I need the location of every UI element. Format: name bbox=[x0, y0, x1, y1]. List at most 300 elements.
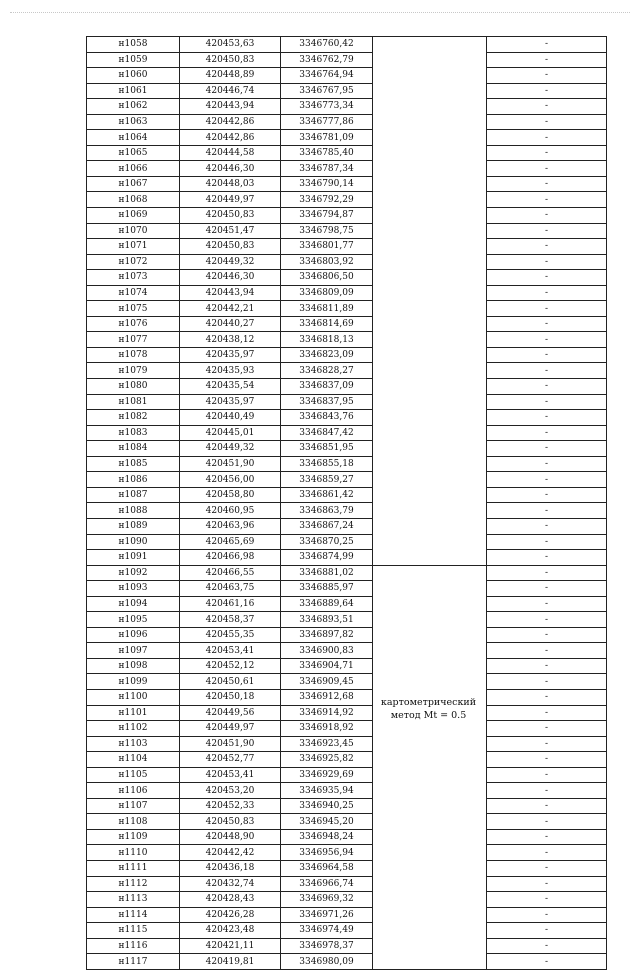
method-cell bbox=[373, 379, 487, 395]
x-coordinate-cell: 420452,77 bbox=[180, 752, 281, 768]
method-cell bbox=[373, 208, 487, 224]
method-cell bbox=[373, 596, 487, 612]
y-coordinate-cell: 3346885,97 bbox=[281, 581, 373, 597]
value-cell: - bbox=[487, 783, 607, 799]
method-cell bbox=[373, 876, 487, 892]
point-id-cell: н1092 bbox=[87, 565, 180, 581]
method-cell bbox=[373, 145, 487, 161]
point-id-cell: н1066 bbox=[87, 161, 180, 177]
value-cell: - bbox=[487, 581, 607, 597]
value-cell: - bbox=[487, 923, 607, 939]
value-cell: - bbox=[487, 239, 607, 255]
point-id-cell: н1111 bbox=[87, 860, 180, 876]
value-cell: - bbox=[487, 394, 607, 410]
x-coordinate-cell: 420453,20 bbox=[180, 783, 281, 799]
point-id-cell: н1100 bbox=[87, 689, 180, 705]
value-cell: - bbox=[487, 68, 607, 84]
value-cell: - bbox=[487, 798, 607, 814]
value-cell: - bbox=[487, 892, 607, 908]
x-coordinate-cell: 420450,18 bbox=[180, 689, 281, 705]
method-cell bbox=[373, 161, 487, 177]
table-row bbox=[87, 767, 607, 783]
table-row bbox=[87, 581, 607, 597]
x-coordinate-cell: 420436,18 bbox=[180, 860, 281, 876]
y-coordinate-cell: 3346904,71 bbox=[281, 658, 373, 674]
table-row bbox=[87, 798, 607, 814]
y-coordinate-cell: 3346870,25 bbox=[281, 534, 373, 550]
method-cell bbox=[373, 456, 487, 472]
point-id-cell: н1070 bbox=[87, 223, 180, 239]
x-coordinate-cell: 420428,43 bbox=[180, 892, 281, 908]
method-cell bbox=[373, 37, 487, 53]
y-coordinate-cell: 3346847,42 bbox=[281, 425, 373, 441]
value-cell: - bbox=[487, 472, 607, 488]
value-cell: - bbox=[487, 301, 607, 317]
y-coordinate-cell: 3346978,37 bbox=[281, 938, 373, 954]
y-coordinate-cell: 3346801,77 bbox=[281, 239, 373, 255]
method-cell bbox=[373, 643, 487, 659]
point-id-cell: н1089 bbox=[87, 518, 180, 534]
value-cell: - bbox=[487, 347, 607, 363]
value-cell: - bbox=[487, 534, 607, 550]
table-row bbox=[87, 161, 607, 177]
y-coordinate-cell: 3346897,82 bbox=[281, 627, 373, 643]
value-cell: - bbox=[487, 176, 607, 192]
method-cell bbox=[373, 581, 487, 597]
table-row bbox=[87, 876, 607, 892]
method-cell bbox=[373, 83, 487, 99]
value-cell: - bbox=[487, 441, 607, 457]
point-id-cell: н1063 bbox=[87, 114, 180, 130]
table-row bbox=[87, 270, 607, 286]
x-coordinate-cell: 420453,63 bbox=[180, 37, 281, 53]
y-coordinate-cell: 3346809,09 bbox=[281, 285, 373, 301]
value-cell: - bbox=[487, 705, 607, 721]
table-row bbox=[87, 783, 607, 799]
table-row bbox=[87, 332, 607, 348]
table-row bbox=[87, 752, 607, 768]
x-coordinate-cell: 420466,98 bbox=[180, 550, 281, 566]
value-cell: - bbox=[487, 503, 607, 519]
method-cell bbox=[373, 565, 487, 581]
table-row bbox=[87, 68, 607, 84]
table-row bbox=[87, 441, 607, 457]
y-coordinate-cell: 3346803,92 bbox=[281, 254, 373, 270]
point-id-cell: н1081 bbox=[87, 394, 180, 410]
y-coordinate-cell: 3346823,09 bbox=[281, 347, 373, 363]
method-cell bbox=[373, 923, 487, 939]
x-coordinate-cell: 420450,83 bbox=[180, 52, 281, 68]
method-cell bbox=[373, 674, 487, 690]
method-cell bbox=[373, 534, 487, 550]
x-coordinate-cell: 420455,35 bbox=[180, 627, 281, 643]
point-id-cell: н1116 bbox=[87, 938, 180, 954]
value-cell: - bbox=[487, 596, 607, 612]
y-coordinate-cell: 3346837,09 bbox=[281, 379, 373, 395]
point-id-cell: н1065 bbox=[87, 145, 180, 161]
x-coordinate-cell: 420423,48 bbox=[180, 923, 281, 939]
method-cell bbox=[373, 176, 487, 192]
value-cell: - bbox=[487, 752, 607, 768]
method-cell bbox=[373, 627, 487, 643]
x-coordinate-cell: 420435,93 bbox=[180, 363, 281, 379]
table-row bbox=[87, 550, 607, 566]
method-cell bbox=[373, 518, 487, 534]
value-cell: - bbox=[487, 736, 607, 752]
coordinates-table bbox=[86, 36, 607, 970]
x-coordinate-cell: 420446,74 bbox=[180, 83, 281, 99]
table-row bbox=[87, 472, 607, 488]
value-cell: - bbox=[487, 99, 607, 115]
x-coordinate-cell: 420435,54 bbox=[180, 379, 281, 395]
point-id-cell: н1073 bbox=[87, 270, 180, 286]
value-cell: - bbox=[487, 208, 607, 224]
point-id-cell: н1064 bbox=[87, 130, 180, 146]
method-cell bbox=[373, 845, 487, 861]
value-cell: - bbox=[487, 907, 607, 923]
table-row bbox=[87, 285, 607, 301]
x-coordinate-cell: 420451,90 bbox=[180, 736, 281, 752]
y-coordinate-cell: 3346790,14 bbox=[281, 176, 373, 192]
table-row bbox=[87, 394, 607, 410]
table-row bbox=[87, 721, 607, 737]
point-id-cell: н1076 bbox=[87, 316, 180, 332]
x-coordinate-cell: 420450,83 bbox=[180, 814, 281, 830]
method-label-line1: картометрический bbox=[380, 697, 477, 708]
table-row bbox=[87, 83, 607, 99]
table-row bbox=[87, 192, 607, 208]
y-coordinate-cell: 3346762,79 bbox=[281, 52, 373, 68]
y-coordinate-cell: 3346867,24 bbox=[281, 518, 373, 534]
method-cell bbox=[373, 301, 487, 317]
method-cell bbox=[373, 658, 487, 674]
method-cell bbox=[373, 503, 487, 519]
point-id-cell: н1110 bbox=[87, 845, 180, 861]
y-coordinate-cell: 3346964,58 bbox=[281, 860, 373, 876]
method-cell bbox=[373, 114, 487, 130]
y-coordinate-cell: 3346777,86 bbox=[281, 114, 373, 130]
table-row bbox=[87, 130, 607, 146]
value-cell: - bbox=[487, 285, 607, 301]
point-id-cell: н1098 bbox=[87, 658, 180, 674]
table-row bbox=[87, 208, 607, 224]
point-id-cell: н1079 bbox=[87, 363, 180, 379]
x-coordinate-cell: 420463,96 bbox=[180, 518, 281, 534]
x-coordinate-cell: 420449,32 bbox=[180, 254, 281, 270]
point-id-cell: н1082 bbox=[87, 410, 180, 426]
value-cell: - bbox=[487, 83, 607, 99]
x-coordinate-cell: 420449,97 bbox=[180, 192, 281, 208]
y-coordinate-cell: 3346794,87 bbox=[281, 208, 373, 224]
method-cell bbox=[373, 612, 487, 628]
x-coordinate-cell: 420463,75 bbox=[180, 581, 281, 597]
method-cell bbox=[373, 721, 487, 737]
x-coordinate-cell: 420426,28 bbox=[180, 907, 281, 923]
method-cell bbox=[373, 394, 487, 410]
table-row bbox=[87, 658, 607, 674]
value-cell: - bbox=[487, 658, 607, 674]
method-cell bbox=[373, 223, 487, 239]
x-coordinate-cell: 420449,32 bbox=[180, 441, 281, 457]
x-coordinate-cell: 420465,69 bbox=[180, 534, 281, 550]
point-id-cell: н1117 bbox=[87, 954, 180, 970]
y-coordinate-cell: 3346818,13 bbox=[281, 332, 373, 348]
point-id-cell: н1083 bbox=[87, 425, 180, 441]
y-coordinate-cell: 3346956,94 bbox=[281, 845, 373, 861]
y-coordinate-cell: 3346760,42 bbox=[281, 37, 373, 53]
x-coordinate-cell: 420458,37 bbox=[180, 612, 281, 628]
method-cell bbox=[373, 52, 487, 68]
point-id-cell: н1074 bbox=[87, 285, 180, 301]
x-coordinate-cell: 420452,12 bbox=[180, 658, 281, 674]
y-coordinate-cell: 3346811,89 bbox=[281, 301, 373, 317]
point-id-cell: н1104 bbox=[87, 752, 180, 768]
method-cell bbox=[373, 860, 487, 876]
table-row bbox=[87, 145, 607, 161]
method-cell bbox=[373, 829, 487, 845]
value-cell: - bbox=[487, 954, 607, 970]
y-coordinate-cell: 3346881,02 bbox=[281, 565, 373, 581]
method-cell bbox=[373, 752, 487, 768]
y-coordinate-cell: 3346859,27 bbox=[281, 472, 373, 488]
point-id-cell: н1115 bbox=[87, 923, 180, 939]
point-id-cell: н1058 bbox=[87, 37, 180, 53]
y-coordinate-cell: 3346889,64 bbox=[281, 596, 373, 612]
x-coordinate-cell: 420453,41 bbox=[180, 767, 281, 783]
table-row bbox=[87, 689, 607, 705]
table-row bbox=[87, 301, 607, 317]
value-cell: - bbox=[487, 316, 607, 332]
x-coordinate-cell: 420442,21 bbox=[180, 301, 281, 317]
y-coordinate-cell: 3346912,68 bbox=[281, 689, 373, 705]
x-coordinate-cell: 420432,74 bbox=[180, 876, 281, 892]
method-cell bbox=[373, 68, 487, 84]
value-cell: - bbox=[487, 860, 607, 876]
table-row bbox=[87, 674, 607, 690]
table-row bbox=[87, 860, 607, 876]
point-id-cell: н1097 bbox=[87, 643, 180, 659]
x-coordinate-cell: 420453,41 bbox=[180, 643, 281, 659]
table-row bbox=[87, 52, 607, 68]
method-cell bbox=[373, 472, 487, 488]
point-id-cell: н1109 bbox=[87, 829, 180, 845]
table-row bbox=[87, 814, 607, 830]
value-cell: - bbox=[487, 829, 607, 845]
table-row bbox=[87, 829, 607, 845]
table-row bbox=[87, 379, 607, 395]
table-row bbox=[87, 316, 607, 332]
scan-artifact-line bbox=[10, 12, 630, 15]
y-coordinate-cell: 3346935,94 bbox=[281, 783, 373, 799]
x-coordinate-cell: 420443,94 bbox=[180, 285, 281, 301]
y-coordinate-cell: 3346781,09 bbox=[281, 130, 373, 146]
point-id-cell: н1061 bbox=[87, 83, 180, 99]
x-coordinate-cell: 420450,61 bbox=[180, 674, 281, 690]
x-coordinate-cell: 420452,33 bbox=[180, 798, 281, 814]
y-coordinate-cell: 3346861,42 bbox=[281, 487, 373, 503]
value-cell: - bbox=[487, 876, 607, 892]
table-row bbox=[87, 565, 607, 581]
x-coordinate-cell: 420456,00 bbox=[180, 472, 281, 488]
table-row bbox=[87, 503, 607, 519]
y-coordinate-cell: 3346806,50 bbox=[281, 270, 373, 286]
y-coordinate-cell: 3346764,94 bbox=[281, 68, 373, 84]
x-coordinate-cell: 420444,58 bbox=[180, 145, 281, 161]
table-row bbox=[87, 518, 607, 534]
value-cell: - bbox=[487, 130, 607, 146]
x-coordinate-cell: 420421,11 bbox=[180, 938, 281, 954]
x-coordinate-cell: 420451,47 bbox=[180, 223, 281, 239]
y-coordinate-cell: 3346900,83 bbox=[281, 643, 373, 659]
x-coordinate-cell: 420443,94 bbox=[180, 99, 281, 115]
y-coordinate-cell: 3346929,69 bbox=[281, 767, 373, 783]
table-row bbox=[87, 99, 607, 115]
point-id-cell: н1068 bbox=[87, 192, 180, 208]
coordinates-table-body bbox=[87, 37, 607, 970]
table-row bbox=[87, 923, 607, 939]
value-cell: - bbox=[487, 814, 607, 830]
method-cell bbox=[373, 487, 487, 503]
table-row bbox=[87, 643, 607, 659]
value-cell: - bbox=[487, 674, 607, 690]
point-id-cell: н1105 bbox=[87, 767, 180, 783]
method-label-line2: метод Mt = 0.5 bbox=[390, 710, 467, 721]
table-row bbox=[87, 954, 607, 970]
x-coordinate-cell: 420440,49 bbox=[180, 410, 281, 426]
y-coordinate-cell: 3346925,82 bbox=[281, 752, 373, 768]
value-cell: - bbox=[487, 52, 607, 68]
x-coordinate-cell: 420449,56 bbox=[180, 705, 281, 721]
value-cell: - bbox=[487, 192, 607, 208]
x-coordinate-cell: 420445,01 bbox=[180, 425, 281, 441]
point-id-cell: н1096 bbox=[87, 627, 180, 643]
point-id-cell: н1101 bbox=[87, 705, 180, 721]
point-id-cell: н1060 bbox=[87, 68, 180, 84]
value-cell: - bbox=[487, 938, 607, 954]
table-row bbox=[87, 705, 607, 721]
point-id-cell: н1091 bbox=[87, 550, 180, 566]
table-row bbox=[87, 114, 607, 130]
point-id-cell: н1114 bbox=[87, 907, 180, 923]
x-coordinate-cell: 420466,55 bbox=[180, 565, 281, 581]
method-cell bbox=[373, 798, 487, 814]
x-coordinate-cell: 420442,86 bbox=[180, 114, 281, 130]
value-cell: - bbox=[487, 37, 607, 53]
method-cell bbox=[373, 954, 487, 970]
y-coordinate-cell: 3346828,27 bbox=[281, 363, 373, 379]
y-coordinate-cell: 3346787,34 bbox=[281, 161, 373, 177]
x-coordinate-cell: 420438,12 bbox=[180, 332, 281, 348]
point-id-cell: н1084 bbox=[87, 441, 180, 457]
point-id-cell: н1062 bbox=[87, 99, 180, 115]
value-cell: - bbox=[487, 161, 607, 177]
x-coordinate-cell: 420450,83 bbox=[180, 208, 281, 224]
point-id-cell: н1106 bbox=[87, 783, 180, 799]
table-row bbox=[87, 938, 607, 954]
point-id-cell: н1069 bbox=[87, 208, 180, 224]
point-id-cell: н1090 bbox=[87, 534, 180, 550]
table-row bbox=[87, 736, 607, 752]
y-coordinate-cell: 3346940,25 bbox=[281, 798, 373, 814]
table-row bbox=[87, 596, 607, 612]
method-cell bbox=[373, 254, 487, 270]
x-coordinate-cell: 420451,90 bbox=[180, 456, 281, 472]
point-id-cell: н1113 bbox=[87, 892, 180, 908]
point-id-cell: н1075 bbox=[87, 301, 180, 317]
point-id-cell: н1080 bbox=[87, 379, 180, 395]
value-cell: - bbox=[487, 643, 607, 659]
method-cell bbox=[373, 938, 487, 954]
x-coordinate-cell: 420461,16 bbox=[180, 596, 281, 612]
point-id-cell: н1103 bbox=[87, 736, 180, 752]
method-cell bbox=[373, 814, 487, 830]
y-coordinate-cell: 3346914,92 bbox=[281, 705, 373, 721]
value-cell: - bbox=[487, 627, 607, 643]
table-row bbox=[87, 456, 607, 472]
y-coordinate-cell: 3346773,34 bbox=[281, 99, 373, 115]
value-cell: - bbox=[487, 689, 607, 705]
y-coordinate-cell: 3346980,09 bbox=[281, 954, 373, 970]
y-coordinate-cell: 3346863,79 bbox=[281, 503, 373, 519]
table-row bbox=[87, 254, 607, 270]
method-cell bbox=[373, 550, 487, 566]
point-id-cell: н1078 bbox=[87, 347, 180, 363]
value-cell: - bbox=[487, 332, 607, 348]
x-coordinate-cell: 420448,03 bbox=[180, 176, 281, 192]
method-label bbox=[372, 696, 485, 722]
point-id-cell: н1099 bbox=[87, 674, 180, 690]
y-coordinate-cell: 3346909,45 bbox=[281, 674, 373, 690]
x-coordinate-cell: 420435,97 bbox=[180, 347, 281, 363]
value-cell: - bbox=[487, 254, 607, 270]
y-coordinate-cell: 3346843,76 bbox=[281, 410, 373, 426]
value-cell: - bbox=[487, 379, 607, 395]
value-cell: - bbox=[487, 223, 607, 239]
method-cell bbox=[373, 239, 487, 255]
method-cell bbox=[373, 270, 487, 286]
point-id-cell: н1071 bbox=[87, 239, 180, 255]
point-id-cell: н1077 bbox=[87, 332, 180, 348]
value-cell: - bbox=[487, 845, 607, 861]
x-coordinate-cell: 420446,30 bbox=[180, 270, 281, 286]
y-coordinate-cell: 3346971,26 bbox=[281, 907, 373, 923]
value-cell: - bbox=[487, 410, 607, 426]
value-cell: - bbox=[487, 270, 607, 286]
point-id-cell: н1112 bbox=[87, 876, 180, 892]
y-coordinate-cell: 3346798,75 bbox=[281, 223, 373, 239]
x-coordinate-cell: 420442,42 bbox=[180, 845, 281, 861]
method-cell bbox=[373, 316, 487, 332]
y-coordinate-cell: 3346767,95 bbox=[281, 83, 373, 99]
y-coordinate-cell: 3346945,20 bbox=[281, 814, 373, 830]
method-cell bbox=[373, 332, 487, 348]
x-coordinate-cell: 420448,89 bbox=[180, 68, 281, 84]
y-coordinate-cell: 3346851,95 bbox=[281, 441, 373, 457]
y-coordinate-cell: 3346948,24 bbox=[281, 829, 373, 845]
method-cell bbox=[373, 425, 487, 441]
table-row bbox=[87, 627, 607, 643]
x-coordinate-cell: 420440,27 bbox=[180, 316, 281, 332]
value-cell: - bbox=[487, 425, 607, 441]
value-cell: - bbox=[487, 363, 607, 379]
table-row bbox=[87, 907, 607, 923]
value-cell: - bbox=[487, 518, 607, 534]
y-coordinate-cell: 3346918,92 bbox=[281, 721, 373, 737]
point-id-cell: н1059 bbox=[87, 52, 180, 68]
table-row bbox=[87, 37, 607, 53]
method-cell bbox=[373, 441, 487, 457]
y-coordinate-cell: 3346855,18 bbox=[281, 456, 373, 472]
